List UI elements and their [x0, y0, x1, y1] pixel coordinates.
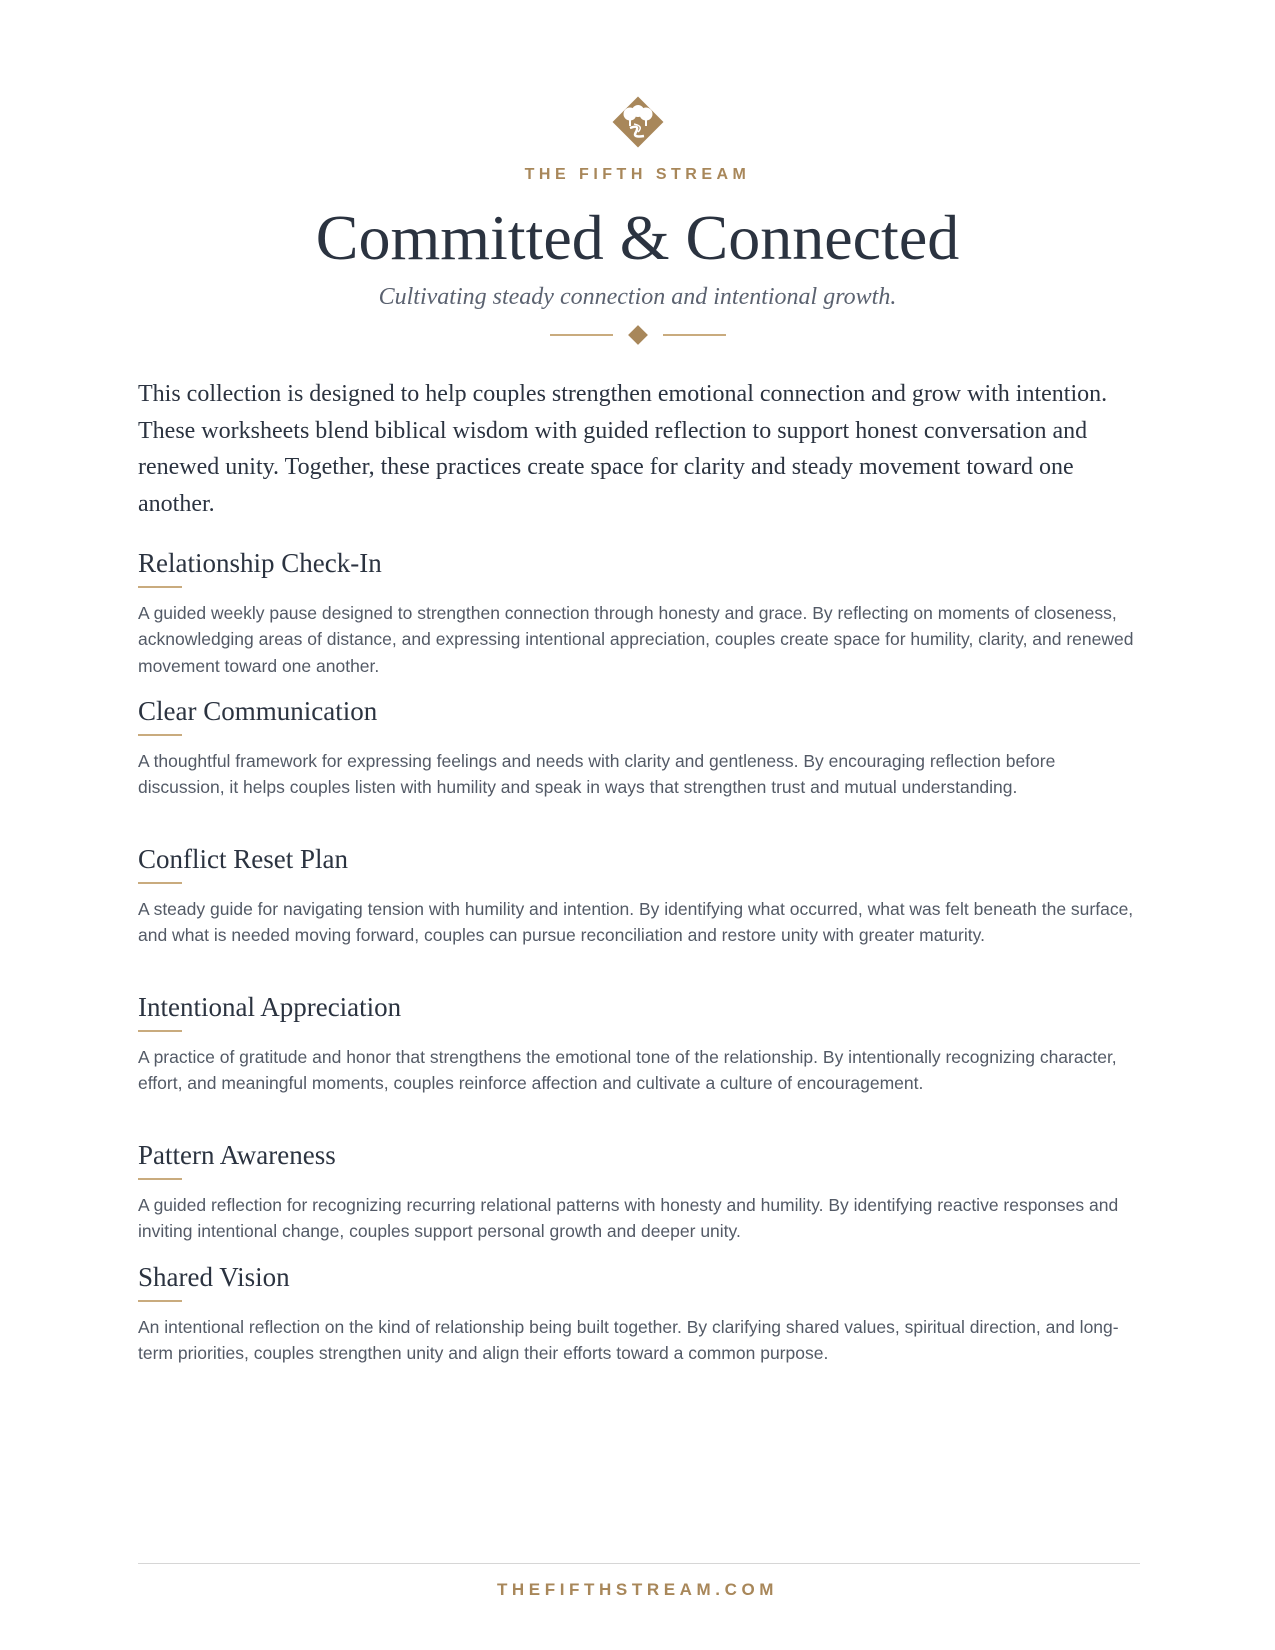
footer-divider — [138, 1563, 1140, 1564]
page-subtitle: Cultivating steady connection and intentional growth. — [378, 284, 897, 310]
section-rule — [138, 586, 182, 588]
section-body: A guided weekly pause designed to strengthen connection through honesty and grace. By reflecting on moments of closeness, acknowledging areas of distance, and expressing intentional appreciation, couples create space for humility, clarity, and renewed movement toward one another. — [138, 603, 1134, 676]
section-heading: Clear Communication — [138, 696, 378, 726]
section-body: A guided reflection for recognizing recurring relational patterns with honesty and humility. By identifying reactive responses and inviting intentional change, couples support personal growth and deeper unity. — [138, 1195, 1119, 1242]
section-rule — [138, 1030, 182, 1032]
diamond-divider-icon — [550, 324, 726, 346]
footer-website-link[interactable]: THEFIFTHSTREAM.COM — [496, 1580, 779, 1599]
section-body: An intentional reflection on the kind of relationship being built together. By clarifying shared values, spiritual direction, and long-term priorities, couples strengthen unity and align their efforts toward a common purpose. — [138, 1317, 1119, 1364]
section-heading: Intentional Appreciation — [138, 992, 402, 1022]
section-clear-communication — [138, 694, 1138, 801]
section-pattern-awareness — [138, 1138, 1138, 1245]
section-body: A practice of gratitude and honor that strengthens the emotional tone of the relationship. By intentionally recognizing character, effort, and meaningful moments, couples reinforce affection and cultivate a culture of encouragement. — [138, 1047, 1117, 1094]
diamond-tree-stream-logo-icon — [610, 94, 666, 150]
page-title: Committed & Connected — [315, 202, 960, 273]
section-rule — [138, 1300, 182, 1302]
section-heading: Shared Vision — [138, 1262, 290, 1292]
intro-paragraph: This collection is designed to help couples strengthen emotional connection and grow with intention. These worksheets blend biblical wisdom with guided reflection to support honest conversation and renewed unity. Together, these practices create space for clarity and steady movement toward one another. — [138, 381, 1108, 517]
section-rule — [138, 734, 182, 736]
section-rule — [138, 1178, 182, 1180]
section-rule — [138, 882, 182, 884]
section-intentional-appreciation — [138, 990, 1138, 1097]
section-conflict-reset-plan — [138, 842, 1138, 949]
section-heading: Relationship Check-In — [138, 548, 382, 578]
brand-name: THE FIFTH STREAM — [524, 166, 751, 183]
section-body: A steady guide for navigating tension with humility and intention. By identifying what occurred, what was felt beneath the surface, and what is needed moving forward, couples can pursue reconciliation and restore unity with greater maturity. — [138, 899, 1134, 946]
section-shared-vision — [138, 1260, 1138, 1367]
section-body: A thoughtful framework for expressing feelings and needs with clarity and gentleness. By encouraging reflection before discussion, it helps couples listen with humility and speak in ways that strengthen trust and mutual understanding. — [138, 751, 1056, 798]
section-heading: Conflict Reset Plan — [138, 844, 348, 874]
section-heading: Pattern Awareness — [138, 1140, 336, 1170]
section-relationship-check-in — [138, 546, 1138, 679]
